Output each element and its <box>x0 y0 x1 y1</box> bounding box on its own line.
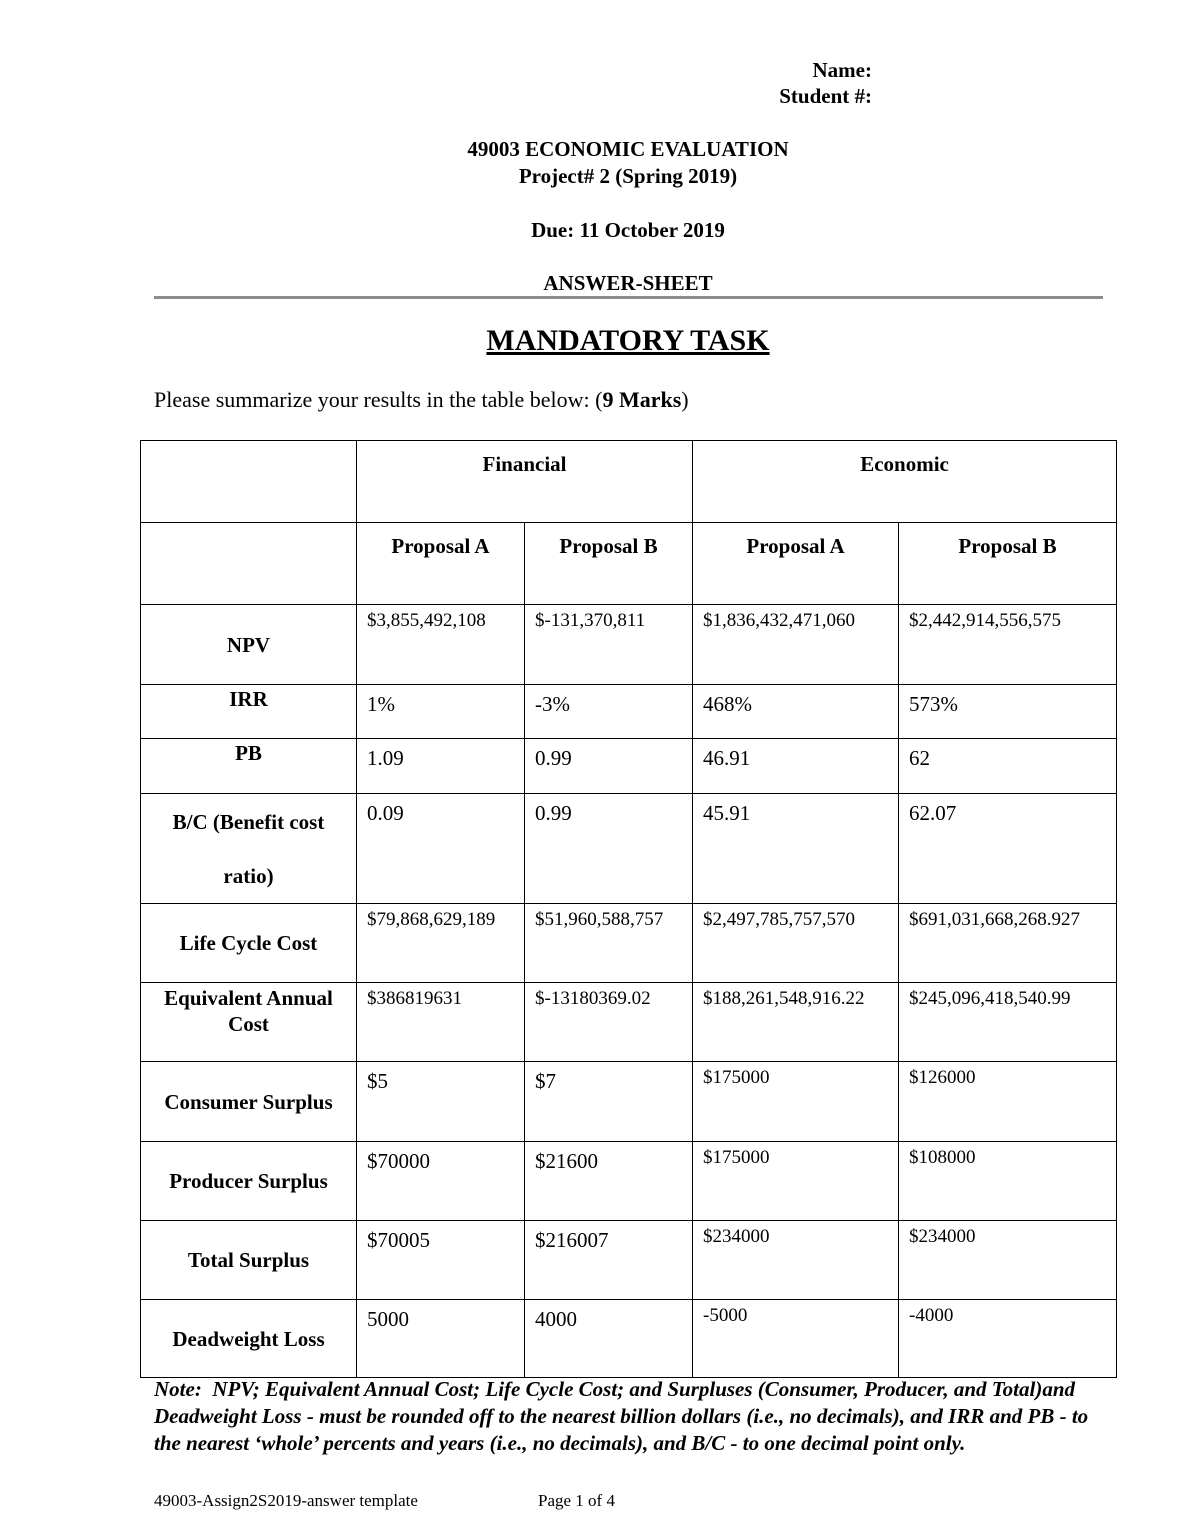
answer-sheet-heading: ANSWER-SHEET <box>543 271 713 295</box>
row-label <box>141 794 357 904</box>
table-cell: 0.09 <box>357 794 525 904</box>
table-cell: $245,096,418,540.99 <box>899 983 1117 1062</box>
header-divider <box>154 296 1103 299</box>
results-table <box>140 440 1117 1378</box>
table-cell: $-131,370,811 <box>525 605 693 685</box>
table-cell: $1,836,432,471,060 <box>693 605 899 685</box>
table-row <box>141 1221 1117 1300</box>
row-label: NPV <box>141 605 357 685</box>
table-cell: $188,261,548,916.22 <box>693 983 899 1062</box>
row-label: Life Cycle Cost <box>141 904 357 983</box>
table-row <box>141 1300 1117 1378</box>
table-cell: $234000 <box>693 1221 899 1300</box>
intro-text <box>154 387 689 413</box>
student-number-label: Student #: <box>779 84 872 108</box>
table-cell: -4000 <box>899 1300 1117 1378</box>
table-cell: 0.99 <box>525 794 693 904</box>
economic-proposal-a-header: Proposal A <box>693 523 899 605</box>
table-row <box>141 794 1117 904</box>
table-cell: $5 <box>357 1062 525 1142</box>
table-cell: $2,497,785,757,570 <box>693 904 899 983</box>
table-cell: 0.99 <box>525 739 693 794</box>
table-cell: $234000 <box>899 1221 1117 1300</box>
financial-proposal-a-header: Proposal A <box>357 523 525 605</box>
row-label: Equivalent Annual Cost <box>141 983 357 1062</box>
table-cell: $108000 <box>899 1142 1117 1221</box>
table-row <box>141 605 1117 685</box>
table-cell: -3% <box>525 685 693 739</box>
due-date: Due: 11 October 2019 <box>531 218 725 242</box>
table-cell: $3,855,492,108 <box>357 605 525 685</box>
table-cell: 468% <box>693 685 899 739</box>
row-label-line2: ratio) <box>223 864 274 888</box>
note-text: NPV; Equivalent Annual Cost; Life Cycle Cost; and Surpluses (Consumer, Producer, and Total)and Deadweight Loss - must be rounded off to the nearest billion dollars (i.e., no decimals), and IRR and PB - to the nearest ‘whole’ percents and years (i.e., no decimals), and B/C - to one decimal point only. <box>154 1377 1089 1455</box>
table-cell: $21600 <box>525 1142 693 1221</box>
row-label: Producer Surplus <box>141 1142 357 1221</box>
table-row <box>141 685 1117 739</box>
table-cell: $70000 <box>357 1142 525 1221</box>
table-cell: -5000 <box>693 1300 899 1378</box>
table-cell: $691,031,668,268.927 <box>899 904 1117 983</box>
table-cell: $79,868,629,189 <box>357 904 525 983</box>
name-label: Name: <box>812 58 872 82</box>
project-title: Project# 2 (Spring 2019) <box>518 164 738 188</box>
economic-proposal-b-header: Proposal B <box>899 523 1117 605</box>
corner-cell <box>141 441 357 523</box>
table-cell: 573% <box>899 685 1117 739</box>
row-label: Total Surplus <box>141 1221 357 1300</box>
table-cell: 4000 <box>525 1300 693 1378</box>
table-row <box>141 983 1117 1062</box>
table-row <box>141 1062 1117 1142</box>
table-cell: $126000 <box>899 1062 1117 1142</box>
footer-page-number: Page 1 of 4 <box>538 1491 615 1510</box>
sub-header-row <box>141 523 1117 605</box>
table-row <box>141 1142 1117 1221</box>
row-label: IRR <box>141 685 357 739</box>
table-cell: 45.91 <box>693 794 899 904</box>
table-cell: 62 <box>899 739 1117 794</box>
table-row <box>141 904 1117 983</box>
table-cell: $175000 <box>693 1062 899 1142</box>
table-cell: 62.07 <box>899 794 1117 904</box>
table-row <box>141 739 1117 794</box>
financial-proposal-b-header: Proposal B <box>525 523 693 605</box>
table-cell: $70005 <box>357 1221 525 1300</box>
row-label: Deadweight Loss <box>141 1300 357 1378</box>
table-cell: $216007 <box>525 1221 693 1300</box>
table-cell: $386819631 <box>357 983 525 1062</box>
corner-cell <box>141 523 357 605</box>
course-title: 49003 ECONOMIC EVALUATION <box>467 137 789 161</box>
rounding-note <box>154 1376 1104 1457</box>
row-label: PB <box>141 739 357 794</box>
marks-value: 9 Marks <box>602 387 682 412</box>
table-cell: $51,960,588,757 <box>525 904 693 983</box>
footer-document-name: 49003-Assign2S2019-answer template <box>154 1491 418 1510</box>
table-cell: $2,442,914,556,575 <box>899 605 1117 685</box>
table-cell: $7 <box>525 1062 693 1142</box>
intro-after: ) <box>681 387 689 412</box>
financial-header: Financial <box>357 441 693 523</box>
table-cell: 1% <box>357 685 525 739</box>
table-cell: 5000 <box>357 1300 525 1378</box>
page-title: MANDATORY TASK <box>486 324 770 357</box>
table-cell: 46.91 <box>693 739 899 794</box>
table-cell: $175000 <box>693 1142 899 1221</box>
note-prefix: Note: <box>154 1377 202 1401</box>
row-label: Consumer Surplus <box>141 1062 357 1142</box>
table-cell: $-13180369.02 <box>525 983 693 1062</box>
group-header-row <box>141 441 1117 523</box>
row-label-line1: B/C (Benefit cost <box>172 810 325 834</box>
economic-header: Economic <box>693 441 1117 523</box>
intro-before: Please summarize your results in the table below: ( <box>154 387 603 412</box>
table-cell: 1.09 <box>357 739 525 794</box>
